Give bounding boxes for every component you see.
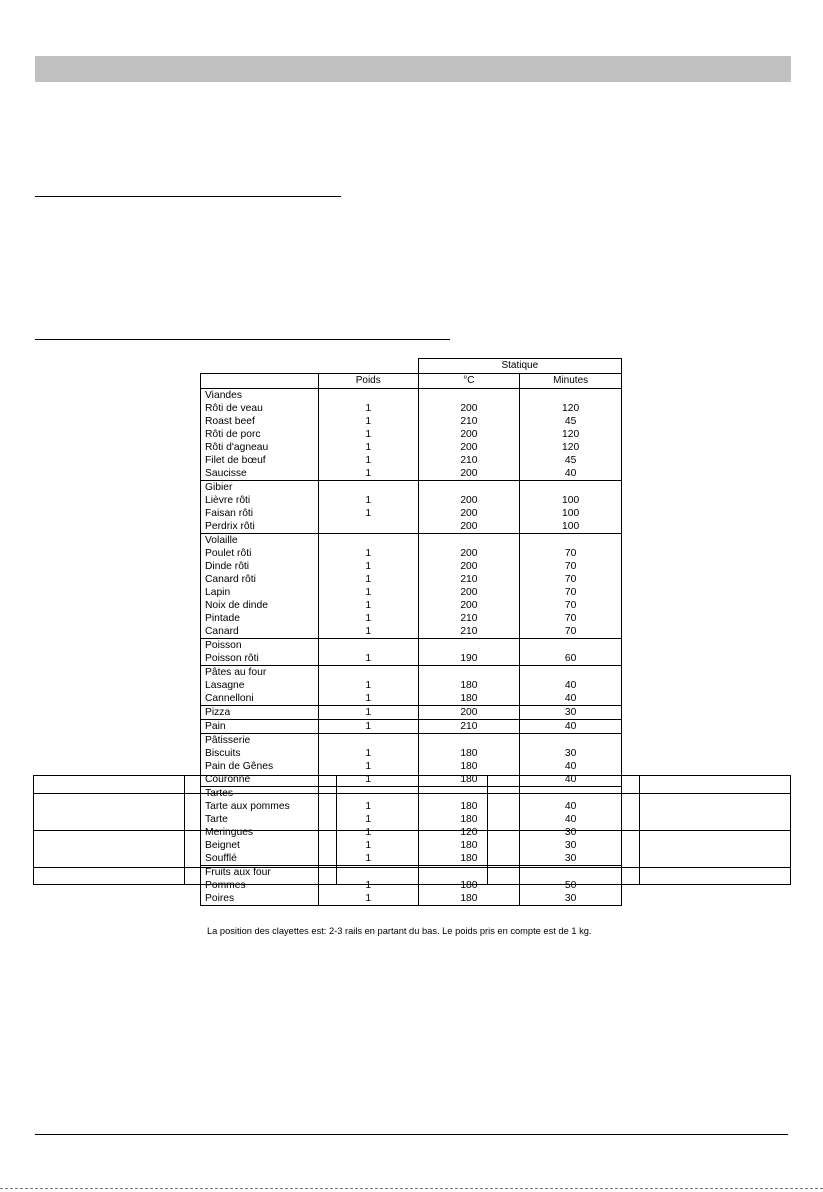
section-cell <box>318 389 418 481</box>
table-section-row <box>201 720 622 734</box>
section-title-spacer <box>419 534 520 547</box>
dish-name: Lasagne <box>205 680 245 691</box>
header-temperature: °C <box>418 374 520 389</box>
dish-weight: 1 <box>365 403 372 414</box>
section-cell <box>520 389 622 481</box>
dish-weight: 1 <box>365 893 372 904</box>
table-footnote: La position des clayettes est: 2-3 rails en partant du bas. Le poids pris en compte est de 1 kg. <box>207 926 592 936</box>
dish-minutes: 70 <box>564 548 577 559</box>
header-weight: Poids <box>318 374 418 389</box>
dish-temperature: 180 <box>460 880 478 891</box>
dish-minutes: 40 <box>564 814 577 825</box>
dish-name: Rôti de porc <box>205 429 261 440</box>
dish-minutes: 120 <box>562 429 580 440</box>
section-title-spacer <box>419 639 520 652</box>
dish-weight: 1 <box>365 455 372 466</box>
section-title-spacer <box>419 666 520 679</box>
dish-temperature: 200 <box>460 429 478 440</box>
dish-minutes: 40 <box>564 468 577 479</box>
dish-temperature: 200 <box>460 587 478 598</box>
dish-weight: 1 <box>365 561 372 572</box>
section-title-spacer <box>319 666 418 679</box>
dish-weight: 1 <box>365 707 372 718</box>
dish-temperature: 210 <box>460 721 478 732</box>
dish-weight: 1 <box>365 574 372 585</box>
dish-name: Poires <box>205 893 235 904</box>
dish-temperature: 200 <box>460 495 478 506</box>
dish-name: Soufflé <box>205 853 237 864</box>
dish-name: Dinde rôti <box>205 561 250 572</box>
section-cell <box>520 666 622 706</box>
section-title-spacer <box>520 481 621 494</box>
dish-name: Rôti de veau <box>205 403 263 414</box>
dish-name: Saucisse <box>205 468 247 479</box>
dish-temperature: 200 <box>460 403 478 414</box>
dish-name: Faisan rôti <box>205 508 254 519</box>
dish-weight: 1 <box>365 600 372 611</box>
dish-minutes: 120 <box>562 403 580 414</box>
dish-minutes: 30 <box>564 853 577 864</box>
grid-cell <box>488 831 639 868</box>
dish-weight: 1 <box>365 761 372 772</box>
dish-minutes: 70 <box>564 587 577 598</box>
dish-minutes: 100 <box>562 508 580 519</box>
section-title-spacer <box>520 639 621 652</box>
section-title-spacer <box>419 481 520 494</box>
section-title: Viandes <box>205 390 243 401</box>
section-title-spacer <box>319 389 418 402</box>
grid-cell <box>336 794 487 831</box>
section-cell <box>418 639 520 666</box>
dish-minutes: 40 <box>564 801 577 812</box>
dish-temperature: 180 <box>460 893 478 904</box>
dish-name: Tarte aux pommes <box>205 801 290 812</box>
section-cell <box>318 666 418 706</box>
section-cell <box>418 481 520 534</box>
dish-weight: 1 <box>365 429 372 440</box>
grid-cell <box>185 794 336 831</box>
section-cell <box>520 720 622 734</box>
section-cell <box>418 666 520 706</box>
dish-temperature: 200 <box>460 561 478 572</box>
dish-temperature: 180 <box>460 748 478 759</box>
dish-minutes: 30 <box>564 840 577 851</box>
dish-weight: 1 <box>365 801 372 812</box>
dish-name: Cannelloni <box>205 693 254 704</box>
section-title-spacer <box>419 734 520 747</box>
underline-rule-1 <box>35 196 341 197</box>
dish-temperature: 190 <box>460 653 478 664</box>
dish-name: Pommes <box>205 880 246 891</box>
dish-temperature: 210 <box>460 455 478 466</box>
dish-temperature: 200 <box>460 468 478 479</box>
section-cell <box>201 666 319 706</box>
dish-name: Rôti d'agneau <box>205 442 269 453</box>
dish-temperature: 210 <box>460 416 478 427</box>
dish-name: Poisson rôti <box>205 653 259 664</box>
dish-minutes: 45 <box>564 416 577 427</box>
section-title-spacer <box>520 389 621 402</box>
section-cell <box>418 706 520 720</box>
dish-minutes: 40 <box>564 693 577 704</box>
table-section-row <box>201 534 622 639</box>
dish-minutes: 30 <box>564 707 577 718</box>
dish-temperature: 210 <box>460 574 478 585</box>
dish-weight: 1 <box>365 721 372 732</box>
section-cell <box>201 720 319 734</box>
dish-weight: 1 <box>365 814 372 825</box>
dish-minutes: 120 <box>562 442 580 453</box>
footer-rule <box>35 1134 788 1135</box>
dish-temperature: 120 <box>460 827 478 838</box>
dish-name: Pain <box>205 721 226 732</box>
dish-temperature: 200 <box>460 508 478 519</box>
dish-weight: 1 <box>365 827 372 838</box>
dish-name: Beignet <box>205 840 240 851</box>
grid-cell <box>488 776 639 794</box>
section-title-spacer <box>520 666 621 679</box>
dish-minutes: 70 <box>564 600 577 611</box>
grid-cell <box>639 868 790 885</box>
dish-minutes: 100 <box>562 521 580 532</box>
table-section-row <box>201 389 622 481</box>
header-blank-cell <box>201 359 419 374</box>
dish-weight: 1 <box>365 468 372 479</box>
dish-temperature: 180 <box>460 761 478 772</box>
dish-weight: 1 <box>365 693 372 704</box>
grid-cell <box>336 776 487 794</box>
dish-name: Noix de dinde <box>205 600 268 611</box>
dish-minutes: 70 <box>564 574 577 585</box>
section-title: Fruits aux four <box>205 867 271 878</box>
dish-minutes: 40 <box>564 721 577 732</box>
grid-cell <box>488 794 639 831</box>
section-cell <box>318 534 418 639</box>
dish-minutes: 70 <box>564 613 577 624</box>
header-blank-name-cell <box>201 374 319 389</box>
grid-cell <box>639 794 790 831</box>
dish-minutes: 30 <box>564 748 577 759</box>
dish-name: Perdrix rôti <box>205 521 255 532</box>
dish-weight <box>319 520 418 533</box>
section-cell <box>201 639 319 666</box>
dish-name: Pintade <box>205 613 240 624</box>
section-cell <box>520 481 622 534</box>
section-title: Tartes <box>205 788 234 799</box>
dish-name: Meringues <box>205 827 254 838</box>
dish-minutes: 70 <box>564 561 577 572</box>
dish-weight: 1 <box>365 548 372 559</box>
dish-name: Tarte <box>205 814 228 825</box>
section-cell <box>418 720 520 734</box>
dish-minutes: 30 <box>564 893 577 904</box>
section-cell <box>318 481 418 534</box>
dish-weight: 1 <box>365 613 372 624</box>
dish-weight: 1 <box>365 840 372 851</box>
dish-minutes: 50 <box>564 880 577 891</box>
dish-temperature: 210 <box>460 613 478 624</box>
section-cell <box>520 639 622 666</box>
underline-rule-2 <box>35 339 450 340</box>
dish-name: Couronne <box>205 774 251 785</box>
dish-weight: 1 <box>365 680 372 691</box>
dish-name: Lièvre rôti <box>205 495 251 506</box>
section-title: Poisson <box>205 640 242 651</box>
section-title-spacer <box>319 481 418 494</box>
dish-minutes: 100 <box>562 495 580 506</box>
dish-name: Filet de bœuf <box>205 455 266 466</box>
dish-minutes: 40 <box>564 774 577 785</box>
table-section-row <box>201 639 622 666</box>
section-title-spacer <box>520 534 621 547</box>
dish-weight: 1 <box>365 587 372 598</box>
section-cell <box>201 706 319 720</box>
dish-temperature: 200 <box>460 548 478 559</box>
dish-name: Pain de Gênes <box>205 761 274 772</box>
page-cut-line <box>0 1188 823 1189</box>
table-section-row <box>201 706 622 720</box>
dish-weight: 1 <box>365 626 372 637</box>
dish-temperature: 180 <box>460 774 478 785</box>
dish-weight: 1 <box>365 774 372 785</box>
section-cell <box>201 534 319 639</box>
dish-weight: 1 <box>365 495 372 506</box>
dish-minutes: 40 <box>564 680 577 691</box>
grid-cell <box>185 831 336 868</box>
section-cell <box>418 534 520 639</box>
dish-temperature: 180 <box>460 853 478 864</box>
section-title-spacer <box>419 389 520 402</box>
section-cell <box>318 706 418 720</box>
dish-temperature: 200 <box>460 600 478 611</box>
grid-cell <box>639 776 790 794</box>
dish-weight: 1 <box>365 748 372 759</box>
section-cell <box>318 639 418 666</box>
dish-minutes: 40 <box>564 761 577 772</box>
dish-name: Pizza <box>205 707 231 718</box>
dish-name: Poulet rôti <box>205 548 252 559</box>
grid-cell <box>336 831 487 868</box>
section-title: Pâtes au four <box>205 667 267 678</box>
section-title-spacer <box>520 734 621 747</box>
section-title-spacer <box>319 639 418 652</box>
dish-temperature: 180 <box>460 801 478 812</box>
dish-temperature: 200 <box>460 707 478 718</box>
dish-name: Roast beef <box>205 416 255 427</box>
dish-name: Canard <box>205 626 239 637</box>
dish-weight: 1 <box>365 653 372 664</box>
dish-temperature: 200 <box>460 521 478 532</box>
dish-weight: 1 <box>365 880 372 891</box>
dish-name: Canard rôti <box>205 574 256 585</box>
grid-cell <box>488 868 639 885</box>
dish-name: Lapin <box>205 587 231 598</box>
grid-cell <box>34 831 185 868</box>
section-title: Pâtisserie <box>205 735 251 746</box>
dish-minutes: 45 <box>564 455 577 466</box>
header-minutes: Minutes <box>520 374 622 389</box>
dish-weight: 1 <box>365 416 372 427</box>
section-title: Volaille <box>205 535 238 546</box>
dish-weight: 1 <box>365 508 372 519</box>
dish-name: Biscuits <box>205 748 241 759</box>
dish-minutes: 30 <box>564 827 577 838</box>
dish-temperature: 180 <box>460 693 478 704</box>
grid-cell <box>34 794 185 831</box>
dish-temperature: 180 <box>460 680 478 691</box>
grid-cell <box>185 868 336 885</box>
empty-grid-table <box>33 775 791 885</box>
grid-cell <box>34 868 185 885</box>
section-cell <box>201 389 319 481</box>
section-title-spacer <box>319 534 418 547</box>
dish-minutes: 70 <box>564 626 577 637</box>
table-section-row <box>201 481 622 534</box>
dish-weight: 1 <box>365 853 372 864</box>
section-cell <box>520 534 622 639</box>
grid-cell <box>34 776 185 794</box>
section-header-bar <box>35 56 791 82</box>
table-section-row <box>201 666 622 706</box>
dish-temperature: 200 <box>460 442 478 453</box>
section-title-spacer <box>319 734 418 747</box>
header-group-statique: Statique <box>418 359 621 374</box>
section-cell <box>201 481 319 534</box>
section-cell <box>520 706 622 720</box>
dish-temperature: 210 <box>460 626 478 637</box>
dish-temperature: 180 <box>460 814 478 825</box>
grid-cell <box>185 776 336 794</box>
dish-minutes: 60 <box>564 653 577 664</box>
dish-weight: 1 <box>365 442 372 453</box>
section-title: Gibier <box>205 482 233 493</box>
grid-cell <box>639 831 790 868</box>
dish-temperature: 180 <box>460 840 478 851</box>
grid-cell <box>336 868 487 885</box>
section-cell <box>418 389 520 481</box>
section-cell <box>318 720 418 734</box>
